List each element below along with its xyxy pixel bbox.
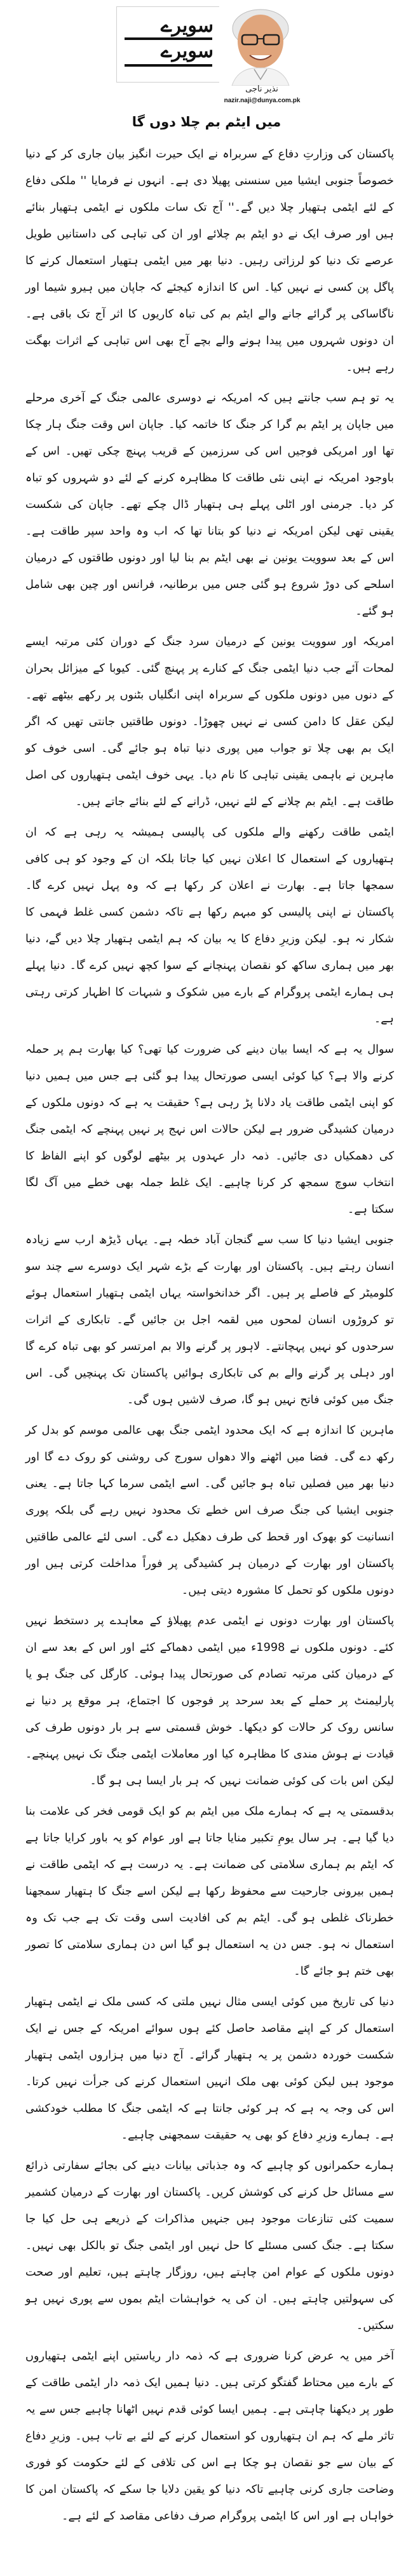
article-paragraph: آخر میں یہ عرض کرنا ضروری ہے کہ ذمہ دار ریاستیں اپنے ایٹمی ہتھیاروں کے بارے میں محتاط گفتگو کرتی ہیں۔ دنیا ہمیں ایک ذمہ دار ایٹمی طاقت کے طور پر دیکھنا چاہتی ہے۔ ہمیں ایسا کوئی قدم نہیں اٹھانا چاہیے جس سے یہ تاثر ملے کہ ہم ان ہتھیاروں کو استعمال کرنے کے لئے بے تاب ہیں۔ وزیرِ دفاع کے بیان سے جو نقصان ہو چکا ہے اس کی تلافی کے لئے حکومت کو فوری وضاحت جاری کرنی چاہیے تاکہ دنیا کو یقین دلایا جا سکے کہ پاکستان امن کا خواہاں ہے اور اس کا ایٹمی پروگرام صرف دفاعی مقاصد کے لئے ہے۔ bbox=[25, 2350, 394, 2523]
logo-underline bbox=[125, 64, 212, 67]
article-paragraph: جنوبی ایشیا دنیا کا سب سے گنجان آباد خطہ ہے۔ یہاں ڈیڑھ ارب سے زیادہ انسان رہتے ہیں۔ پاکستان اور بھارت کے بڑے شہر ایک دوسرے سے چند سو کلومیٹر کے فاصلے پر ہیں۔ اگر خدانخواستہ یہاں ایٹمی ہتھیار استعمال ہوئے تو کروڑوں انسان لمحوں میں لقمہ اجل بن جائیں گے۔ تابکاری کے اثرات سرحدوں کو نہیں پہچانتے۔ لاہور پر گرنے والا بم امرتسر کو بھی تباہ کرے گا اور دہلی پر گرنے والے بم کی تابکاری ہوائیں پاکستان تک پہنچیں گی۔ اس جنگ میں کوئی فاتح نہیں ہو گا، صرف لاشیں ہوں گی۔ bbox=[25, 1234, 394, 1406]
portrait-illustration bbox=[219, 3, 302, 86]
article-paragraph: ماہرین کا اندازہ ہے کہ ایک محدود ایٹمی جنگ بھی عالمی موسم کو بدل کر رکھ دے گی۔ فضا میں اٹھنے والا دھواں سورج کی روشنی کو روک دے گا اور دنیا بھر میں فصلیں تباہ ہو جائیں گی۔ اسے ایٹمی سرما کہا جاتا ہے۔ یعنی جنوبی ایشیا کی جنگ صرف اس خطے تک محدود نہیں رہے گی بلکہ پوری انسانیت کو بھوک اور قحط کی طرف دھکیل دے گی۔ اسی لئے عالمی طاقتیں پاکستان اور بھارت کے درمیان ہر کشیدگی پر فوراً مداخلت کرتی ہیں اور دونوں ملکوں کو تحمل کا مشورہ دیتی ہیں۔ bbox=[25, 1424, 394, 1597]
article-paragraph: ایٹمی طاقت رکھنے والے ملکوں کی پالیسی ہمیشہ یہ رہی ہے کہ ان ہتھیاروں کے استعمال کا اعلان نہیں کیا جاتا بلکہ ان کے وجود کو ہی کافی سمجھا جاتا ہے۔ بھارت نے اعلان کر رکھا ہے کہ وہ پہل نہیں کرے گا۔ پاکستان نے اپنی پالیسی کو مبہم رکھا ہے تاکہ دشمن کسی غلط فہمی کا شکار نہ ہو۔ لیکن وزیرِ دفاع کا یہ بیان کہ ہم ایٹمی ہتھیار چلا دیں گے، دنیا بھر میں ہماری ساکھ کو نقصان پہنچانے کے سوا کچھ نہیں کرے گا۔ دنیا پہلے ہی ہمارے ایٹمی پروگرام کے بارے میں شکوک و شبہات کا اظہار کرتی رہتی ہے۔ bbox=[25, 826, 394, 1025]
article-body bbox=[25, 141, 394, 2530]
article-paragraph: پاکستان کی وزارتِ دفاع کے سربراہ نے ایک حیرت انگیز بیان جاری کر کے دنیا خصوصاً جنوبی ایشیا میں سنسنی پھیلا دی ہے۔ انہوں نے فرمایا '' ملکی دفاع کے لئے ایٹمی ہتھیار چلا دیں گے۔'' آج تک سات ملکوں نے ایٹمی ہتھیار بنائے ہیں اور صرف ایک نے دو ایٹم بم چلائے اور ان کی تباہی کی داستانیں طویل عرصے تک دنیا کو لرزاتی رہیں۔ دنیا بھر میں ایٹمی ہتھیار استعمال کرنے کا پاگل پن کسی نے نہیں کیا۔ اس کا اندازہ کیجئے کہ جاپان میں ہیرو شیما اور ناگاساکی پر گرائے جانے والے ایٹم بم کی تباہ کاریوں کا اثر آج تک باقی ہے۔ ان دونوں شہروں میں پیدا ہونے والے بچے آج بھی اس تباہی کے اثرات بھگت رہے ہیں۔ bbox=[25, 148, 394, 374]
article-paragraph: بدقسمتی یہ ہے کہ ہمارے ملک میں ایٹم بم کو ایک قومی فخر کی علامت بنا دیا گیا ہے۔ ہر سال یومِ تکبیر منایا جاتا ہے اور عوام کو یہ باور کرایا جاتا ہے کہ ایٹم بم ہماری سلامتی کی ضمانت ہے۔ یہ درست ہے کہ ایٹمی طاقت نے ہمیں بیرونی جارحیت سے محفوظ رکھا ہے لیکن اسے جنگ کا ہتھیار سمجھنا خطرناک غلطی ہو گی۔ ایٹم بم کی افادیت اسی وقت تک ہے جب تک وہ استعمال نہ ہو۔ جس دن یہ استعمال ہو گیا اس دن ہماری سلامتی کا تصور بھی ختم ہو جائے گا۔ bbox=[25, 1805, 394, 1978]
article-paragraph: سوال یہ ہے کہ ایسا بیان دینے کی ضرورت کیا تھی؟ کیا بھارت ہم پر حملہ کرنے والا ہے؟ کیا کوئی ایسی صورتحال پیدا ہو گئی ہے جس میں ہمیں دنیا کو اپنی ایٹمی طاقت یاد دلانا پڑ رہی ہے؟ حقیقت یہ ہے کہ دونوں ملکوں کے درمیان کشیدگی ضرور ہے لیکن حالات اس نہج پر نہیں پہنچے کہ ایٹمی جنگ کی دھمکیاں دی جائیں۔ ذمہ دار عہدوں پر بیٹھے لوگوں کو اپنے الفاظ کا انتخاب سوچ سمجھ کر کرنا چاہیے۔ ایک غلط جملہ بھی خطے میں آگ لگا سکتا ہے۔ bbox=[25, 1043, 394, 1216]
article-paragraph: دنیا کی تاریخ میں کوئی ایسی مثال نہیں ملتی کہ کسی ملک نے ایٹمی ہتھیار استعمال کر کے اپنے مقاصد حاصل کئے ہوں سوائے امریکہ کے جس نے ایک شکست خوردہ دشمن پر یہ ہتھیار گرائے۔ آج دنیا میں ہزاروں ایٹمی ہتھیار موجود ہیں لیکن کوئی بھی ملک انہیں استعمال کرنے کی جرأت نہیں کرتا۔ اس کی وجہ یہ ہے کہ ہر کوئی جانتا ہے کہ ایٹمی جنگ کا مطلب خودکشی ہے۔ ہمارے وزیرِ دفاع کو بھی یہ حقیقت سمجھنی چاہیے۔ bbox=[25, 1996, 394, 2142]
article-paragraph: ہمارے حکمرانوں کو چاہیے کہ وہ جذباتی بیانات دینے کی بجائے سفارتی ذرائع سے مسائل حل کرنے کی کوشش کریں۔ پاکستان اور بھارت کے درمیان کشمیر سمیت کئی تنازعات موجود ہیں جنہیں مذاکرات کے ذریعے ہی حل کیا جا سکتا ہے۔ جنگ کسی مسئلے کا حل نہیں اور ایٹمی جنگ تو بالکل بھی نہیں۔ دونوں ملکوں کے عوام امن چاہتے ہیں، روزگار چاہتے ہیں، تعلیم اور صحت کی سہولتیں چاہتے ہیں۔ ان کی یہ خواہشات ایٹم بموں سے پوری نہیں ہو سکتیں۔ bbox=[25, 2159, 394, 2332]
article-title: میں ایٹم بم چلا دوں گا bbox=[132, 114, 281, 130]
column-logo bbox=[116, 6, 220, 83]
author-email[interactable]: nazir.naji@dunya.com.pk bbox=[224, 97, 301, 104]
logo-line-2: سویرے bbox=[160, 40, 213, 62]
article-paragraph: یہ تو ہم سب جانتے ہیں کہ امریکہ نے دوسری عالمی جنگ کے آخری مرحلے میں جاپان پر ایٹم بم گرا کر جنگ کا خاتمہ کیا۔ جاپان اس وقت جنگ ہار چکا تھا اور امریکی فوجیں اس کی سرزمین کے قریب پہنچ چکی تھیں۔ اس کے باوجود امریکہ نے اپنی نئی طاقت کا مظاہرہ کرنے کے لئے دو شہروں کو تباہ کر دیا۔ جرمنی اور اٹلی پہلے ہی ہتھیار ڈال چکے تھے۔ جاپان کی شکست یقینی تھی لیکن امریکہ نے دنیا کو بتانا تھا کہ اب وہ واحد سپر طاقت ہے۔ اس کے بعد سوویت یونین نے بھی ایٹم بم بنا لیا اور دونوں طاقتوں کے درمیان اسلحے کی دوڑ شروع ہو گئی جس میں برطانیہ، فرانس اور چین بھی شامل ہو گئے۔ bbox=[25, 392, 394, 618]
article-paragraph: امریکہ اور سوویت یونین کے درمیان سرد جنگ کے دوران کئی مرتبہ ایسے لمحات آئے جب دنیا ایٹمی جنگ کے کنارے پر پہنچ گئی۔ کیوبا کے میزائل بحران کے دنوں میں دونوں ملکوں کے سربراہ اپنی انگلیاں بٹنوں پر رکھے بیٹھے تھے۔ لیکن عقل کا دامن کسی نے نہیں چھوڑا۔ دونوں طاقتیں جانتی تھیں کہ اگر ایک بم بھی چلا تو جواب میں پوری دنیا تباہ ہو جائے گی۔ اسی خوف کو ماہرین نے باہمی یقینی تباہی کا نام دیا۔ یہی خوف ایٹمی ہتھیاروں کی اصل طاقت ہے۔ ایٹم بم چلانے کے لئے نہیں، ڈرانے کے لئے بنائے جاتے ہیں۔ bbox=[25, 636, 394, 808]
logo-line-1: سویرے bbox=[160, 15, 213, 37]
masthead bbox=[0, 0, 413, 130]
author-name: نذیر ناجی bbox=[245, 84, 278, 94]
article-paragraph: پاکستان اور بھارت دونوں نے ایٹمی عدم پھیلاؤ کے معاہدے پر دستخط نہیں کئے۔ دونوں ملکوں نے 1998ء میں ایٹمی دھماکے کئے اور اس کے بعد سے ان کے درمیان کئی مرتبہ تصادم کی صورتحال پیدا ہوئی۔ کارگل کی جنگ ہو یا پارلیمنٹ پر حملے کے بعد سرحد پر فوجوں کا اجتماع، ہر موقع پر دنیا نے سانس روک کر حالات کو دیکھا۔ خوش قسمتی سے ہر بار دونوں طرف کی قیادت نے ہوش مندی کا مظاہرہ کیا اور معاملات ایٹمی جنگ تک نہیں پہنچے۔ لیکن اس بات کی کوئی ضمانت نہیں کہ ہر بار ایسا ہی ہو گا۔ bbox=[25, 1615, 394, 1787]
